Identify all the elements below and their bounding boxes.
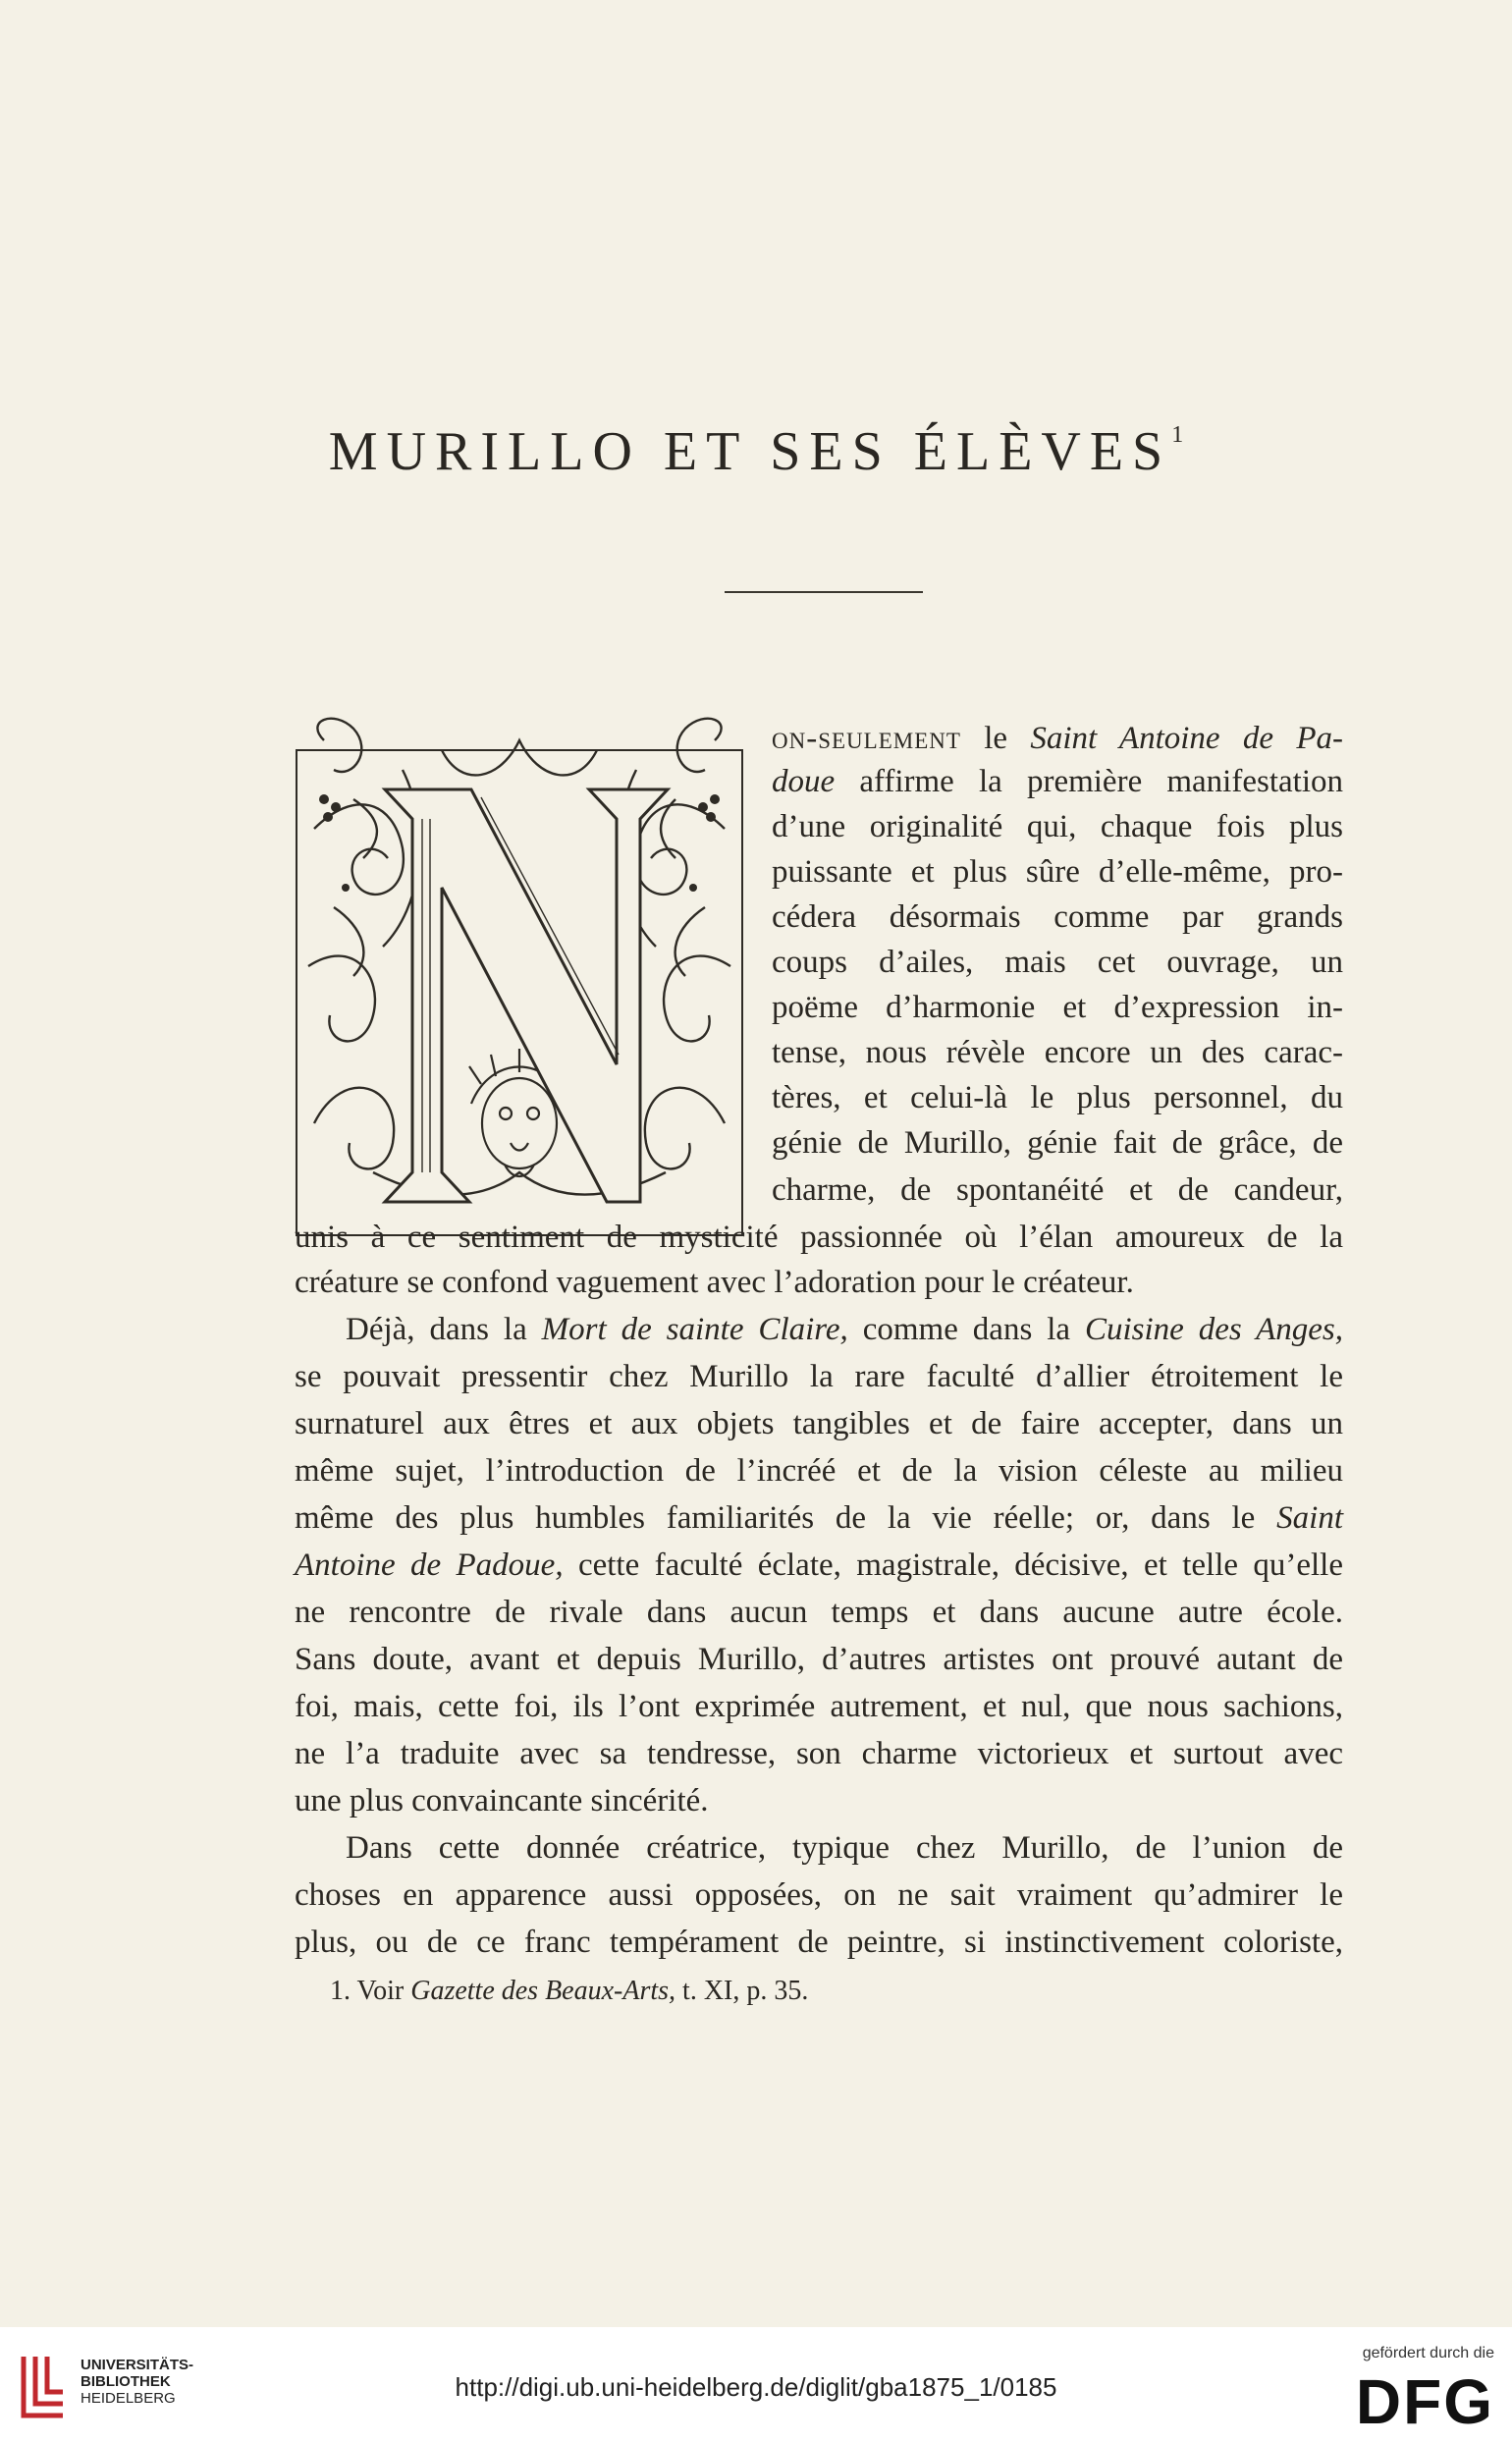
italic-title: Cuisine des Anges, bbox=[1084, 1312, 1343, 1347]
sponsor-label: gefördert durch die bbox=[1362, 2345, 1494, 2362]
text-line: une plus convaincante sincérité. bbox=[295, 1783, 709, 1819]
footnote-number: 1. bbox=[330, 1976, 351, 2006]
text-line: choses en apparence aussi opposées, on ne sait vraiment qu’admirer le bbox=[295, 1877, 1343, 1913]
page-title bbox=[196, 420, 1316, 483]
text-span: le bbox=[960, 721, 1031, 756]
footnote-prefix: Voir bbox=[351, 1976, 411, 2006]
text-line: ne l’a traduite avec sa tendresse, son charme victorieux et surtout avec bbox=[295, 1736, 1343, 1771]
page-title-text: MURILLO ET SES ÉLÈVES bbox=[328, 421, 1172, 482]
text-span: affirme la première manifestation bbox=[835, 764, 1343, 799]
title-footnote-marker: 1 bbox=[1171, 422, 1184, 448]
text-line bbox=[295, 1544, 1343, 1587]
text-line: charme, de spontanéité et de candeur, bbox=[772, 1172, 1343, 1208]
text-line: ne rencontre de rivale dans aucun temps et dans aucune autre école. bbox=[295, 1595, 1343, 1630]
text-line: tense, nous révèle encore un des carac- bbox=[772, 1035, 1343, 1070]
text-line bbox=[295, 1496, 1343, 1540]
footnote-suffix: t. XI, p. 35. bbox=[675, 1976, 809, 2006]
text-line: coups d’ailes, mais cet ouvrage, un bbox=[772, 945, 1343, 980]
text-line: unis à ce sentiment de mysticité passionnée où l’élan amoureux de la bbox=[295, 1220, 1343, 1255]
text-span: Déjà, dans la bbox=[346, 1312, 542, 1347]
italic-title: doue bbox=[772, 764, 836, 799]
bleed-through-texture bbox=[285, 88, 1384, 717]
ornate-initial-n-icon bbox=[295, 711, 744, 1237]
footnote bbox=[330, 1976, 808, 2007]
text-line: foi, mais, cette foi, ils l’ont exprimée autrement, et nul, que nous sachions, bbox=[295, 1689, 1343, 1724]
text-line: surnaturel aux êtres et aux objets tangibles et de faire accepter, dans un bbox=[295, 1406, 1343, 1441]
text-line: d’une originalité qui, chaque fois plus bbox=[772, 809, 1343, 844]
dfg-logo[interactable]: DFG bbox=[1355, 2366, 1494, 2437]
text-line: puissante et plus sûre d’elle-même, pro- bbox=[772, 854, 1343, 890]
text-span: même des plus humbles familiarités de la vie réelle; or, dans le bbox=[295, 1500, 1277, 1536]
text-line: poëme d’harmonie et d’expression in- bbox=[772, 990, 1343, 1025]
text-line: Dans cette donnée créatrice, typique chez Murillo, de l’union de bbox=[346, 1830, 1343, 1866]
text-line: créature se confond vaguement avec l’adoration pour le créateur. bbox=[295, 1265, 1134, 1300]
text-span: cette faculté éclate, magistrale, décisive, et telle qu’elle bbox=[563, 1547, 1343, 1583]
digitization-footer bbox=[0, 2327, 1512, 2443]
text-span: comme dans la bbox=[847, 1312, 1085, 1347]
text-line: se pouvait pressentir chez Murillo la rare faculté d’allier étroitement le bbox=[295, 1359, 1343, 1394]
text-line: cédera désormais comme par grands bbox=[772, 899, 1343, 935]
text-line bbox=[772, 760, 1343, 803]
text-line: même sujet, l’introduction de l’incréé et de la vision céleste au milieu bbox=[295, 1453, 1343, 1489]
italic-title: Saint Antoine de Pa- bbox=[1030, 721, 1343, 756]
opening-small-caps: on-seulement bbox=[772, 721, 961, 756]
italic-title: Saint bbox=[1276, 1500, 1343, 1536]
title-rule bbox=[725, 591, 923, 593]
library-line-1: UNIVERSITÄTS- bbox=[81, 2357, 194, 2373]
library-line-3: HEIDELBERG bbox=[81, 2390, 176, 2407]
text-line: plus, ou de ce franc tempérament de peintre, si instinctivement coloriste, bbox=[295, 1925, 1343, 1960]
permalink-url[interactable]: http://digi.ub.uni-heidelberg.de/diglit/gba1875_1/0185 bbox=[455, 2372, 1057, 2402]
text-line bbox=[772, 717, 1343, 760]
library-line-2: BIBLIOTHEK bbox=[81, 2373, 171, 2390]
text-line bbox=[346, 1308, 1343, 1351]
text-line: génie de Murillo, génie fait de grâce, de bbox=[772, 1125, 1343, 1161]
footnote-journal: Gazette des Beaux-Arts, bbox=[410, 1976, 676, 2006]
italic-title: Mort de sainte Claire, bbox=[541, 1312, 848, 1347]
text-line: Sans doute, avant et depuis Murillo, d’autres artistes ont prouvé autant de bbox=[295, 1642, 1343, 1677]
text-line: tères, et celui-là le plus personnel, du bbox=[772, 1080, 1343, 1115]
italic-title: Antoine de Padoue, bbox=[295, 1547, 564, 1583]
